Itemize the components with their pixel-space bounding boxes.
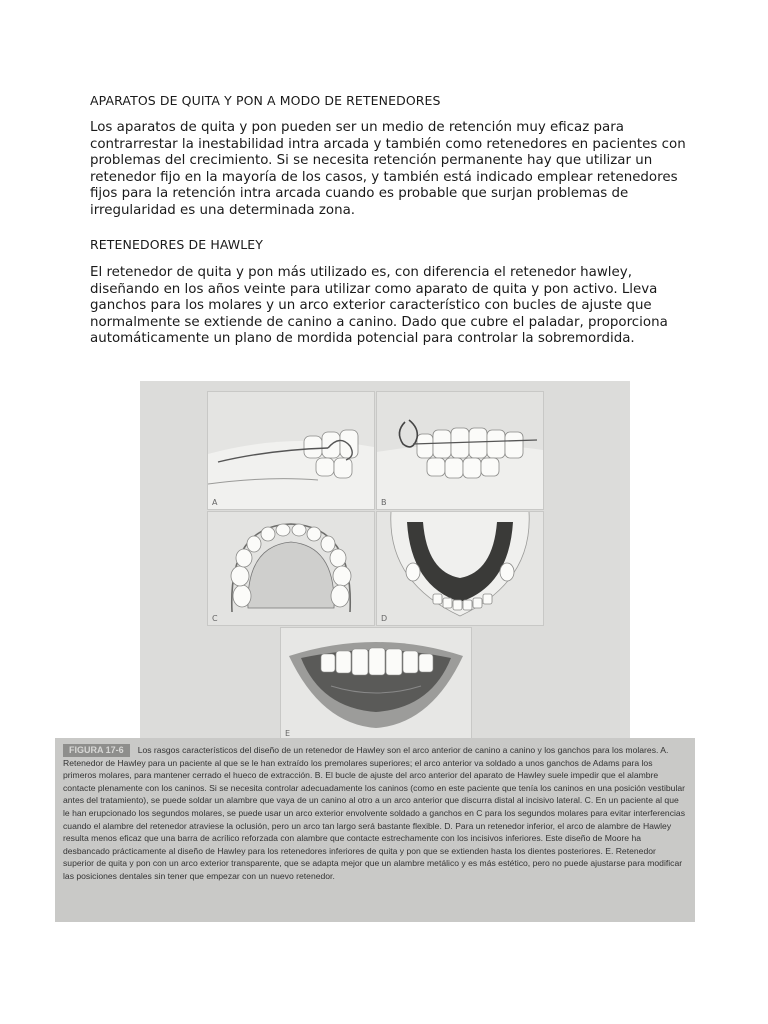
paragraph-hawley: El retenedor de quita y pon más utilizado es, con diferencia el retenedor hawley, diseñando en los años veinte para utilizar como aparato de quita y pon activo. Lleva ganchos para los molares y un arco exterior característico con bucles de ajuste que normalmente se extiende de canino a canino. Dado que cubre el paladar, proporciona automáticamente un plano de mordida potencial para controlar la sobremordida. xyxy=(90,265,668,347)
photo-panel-d xyxy=(376,511,544,626)
figure-label: FIGURA 17-6 xyxy=(63,744,130,757)
lower-arch-retainer-illustration xyxy=(377,512,543,625)
panel-letter-e: E xyxy=(285,729,291,738)
photo-panel-a xyxy=(207,391,375,510)
hawley-retainer-figure xyxy=(140,381,630,741)
section-heading-removable-retainers: APARATOS DE QUITA Y PON A MODO DE RETENEDORES xyxy=(90,93,441,108)
figure-caption-text: Los rasgos característicos del diseño de un retenedor de Hawley son el arco anterior de canino a canino y los ganchos para los molares. A. Retenedor de Hawley para un paciente al que se le han extraído los premolares superiores; el arco anterior va soldado a unos ganchos de Adams para los primeros molares, para mantener cerrado el hueco de extracción. B. El bucle de ajuste del arco anterior del aparato de Hawley suele impedir que el alambre contacte plenamente con los caninos. Si se necesita controlar adecuadamente los caninos (como en este paciente que tenía los caninos en una posición vestibular antes del tratamiento), se puede soldar un alambre que vaya de un canino al otro a un arco anterior que discurra distal al incisivo lateral. C. En un paciente al que le han erupcionado los segundos molares, se puede usar un arco exterior envolvente soldado a ganchos en C para los segundos molares para evitar interferencias cuando el alambre del retenedor atraviese la oclusión, pero un arco tan largo será bastante flexible. D. Para un retenedor inferior, el arco de alambre de Hawley resulta menos eficaz que una barra de acrílico reforzada con alambre que contacte estrechamente con los incisivos inferiores. Este diseño de Moore ha desbancado prácticamente al diseño de Hawley para los retenedores inferiores de quita y pon que se extienden hasta los dientes posteriores. E. Retenedor superior de quita y pon con un arco exterior transparente, que se adapta mejor que un alambre metálico y es más estético, pero no puede ajustarse para modificar las posiciones dentales sin tener que empezar con un nuevo retenedor. xyxy=(63,745,686,881)
photo-panel-b xyxy=(376,391,544,510)
panel-letter-a: A xyxy=(212,498,218,507)
retainer-side-view-illustration xyxy=(208,392,374,509)
section-heading-hawley: RETENEDORES DE HAWLEY xyxy=(90,237,264,252)
upper-arch-retainer-illustration xyxy=(208,512,374,625)
figure-caption xyxy=(55,738,695,922)
panel-letter-b: B xyxy=(381,498,387,507)
panel-letter-c: C xyxy=(212,614,218,623)
photo-panel-e xyxy=(280,627,472,741)
adjustment-loop-illustration xyxy=(377,392,543,509)
photo-panel-c xyxy=(207,511,375,626)
paragraph-removable-retainers: Los aparatos de quita y pon pueden ser un medio de retención muy eficaz para contrarrestar la inestabilidad intra arcada y también como retenedores en pacientes con problemas del crecimiento. Si se necesita retención permanente hay que utilizar un retenedor fijo en la mayoría de los casos, y también está indicado emplear retenedores fijos para la retención intra arcada cuando es probable que surjan problemas de irregularidad es una determinada zona. xyxy=(90,120,686,218)
panel-letter-d: D xyxy=(381,614,388,623)
smile-illustration xyxy=(281,628,471,740)
